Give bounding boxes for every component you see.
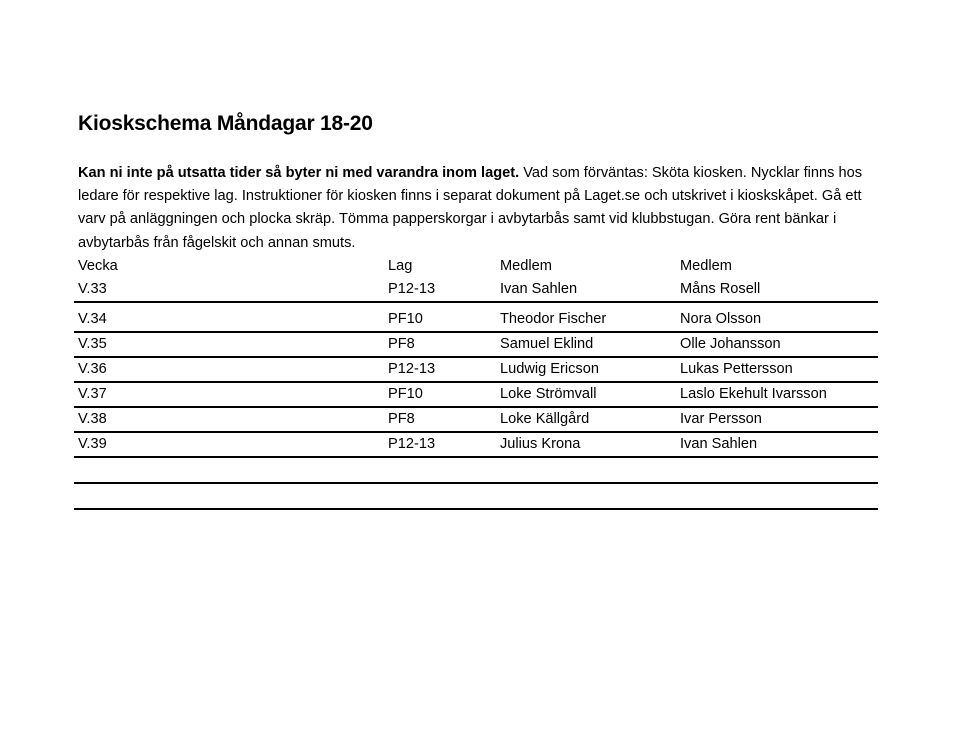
cell-week: V.39 (74, 432, 384, 457)
cell-empty (74, 457, 384, 483)
table-row (74, 432, 878, 457)
cell-team: P12-13 (384, 432, 496, 457)
cell-week: V.33 (74, 278, 384, 302)
cell-member-1: Ivan Sahlen (496, 278, 676, 302)
cell-week: V.37 (74, 382, 384, 407)
kiosk-schedule-table (74, 255, 878, 510)
cell-member-1: Loke Strömvall (496, 382, 676, 407)
intro-bold-text: Kan ni inte på utsatta tider så byter ni med varandra inom laget. (78, 165, 520, 181)
empty-row (74, 457, 878, 483)
document-title: Kioskschema Måndagar 18-20 (78, 112, 373, 135)
table-body (74, 278, 878, 509)
intro-body-text: Vad som förväntas: Sköta kiosken. Nycklar finns hos ledare för respektive lag. Instruktioner för kiosken finns i separat dokument på Laget.se och utskrivet i kioskskåpet. Gå ett varv på anläggningen och plocka skräp. Tömma papperskorgar i avbytarbås samt vid klubbstugan. Göra rent bänkar i avbytarbås från fågelskit och annan smuts. (78, 165, 863, 251)
cell-team: PF8 (384, 407, 496, 432)
empty-row (74, 483, 878, 509)
header-row (74, 255, 878, 278)
intro-paragraph (78, 162, 878, 255)
cell-member-1: Ludwig Ericson (496, 357, 676, 382)
cell-member-2: Nora Olsson (676, 308, 878, 332)
cell-member-2: Laslo Ekehult Ivarsson (676, 382, 878, 407)
cell-week: V.34 (74, 308, 384, 332)
table-row (74, 332, 878, 357)
document-page (78, 108, 880, 510)
cell-member-1: Loke Källgård (496, 407, 676, 432)
cell-member-2: Ivan Sahlen (676, 432, 878, 457)
cell-week: V.38 (74, 407, 384, 432)
cell-team: P12-13 (384, 278, 496, 302)
cell-week: V.35 (74, 332, 384, 357)
header-week: Vecka (78, 257, 118, 274)
table-header (74, 255, 878, 278)
cell-empty (384, 483, 496, 509)
cell-member-1: Julius Krona (496, 432, 676, 457)
table-row (74, 278, 878, 302)
cell-member-1: Theodor Fischer (496, 308, 676, 332)
table-row (74, 382, 878, 407)
cell-team: PF8 (384, 332, 496, 357)
cell-empty (384, 457, 496, 483)
cell-member-2: Lukas Pettersson (676, 357, 878, 382)
cell-empty (676, 457, 878, 483)
cell-member-2: Måns Rosell (676, 278, 878, 302)
table-row (74, 308, 878, 332)
cell-empty (74, 483, 384, 509)
table-row (74, 357, 878, 382)
cell-empty (496, 457, 676, 483)
cell-empty (676, 483, 878, 509)
header-member-1: Medlem (500, 257, 552, 274)
table-row (74, 407, 878, 432)
header-member-2: Medlem (680, 257, 732, 274)
cell-member-1: Samuel Eklind (496, 332, 676, 357)
cell-team: PF10 (384, 308, 496, 332)
cell-team: P12-13 (384, 357, 496, 382)
cell-member-2: Olle Johansson (676, 332, 878, 357)
cell-week: V.36 (74, 357, 384, 382)
cell-team: PF10 (384, 382, 496, 407)
header-team: Lag (388, 257, 413, 274)
cell-member-2: Ivar Persson (676, 407, 878, 432)
cell-empty (496, 483, 676, 509)
